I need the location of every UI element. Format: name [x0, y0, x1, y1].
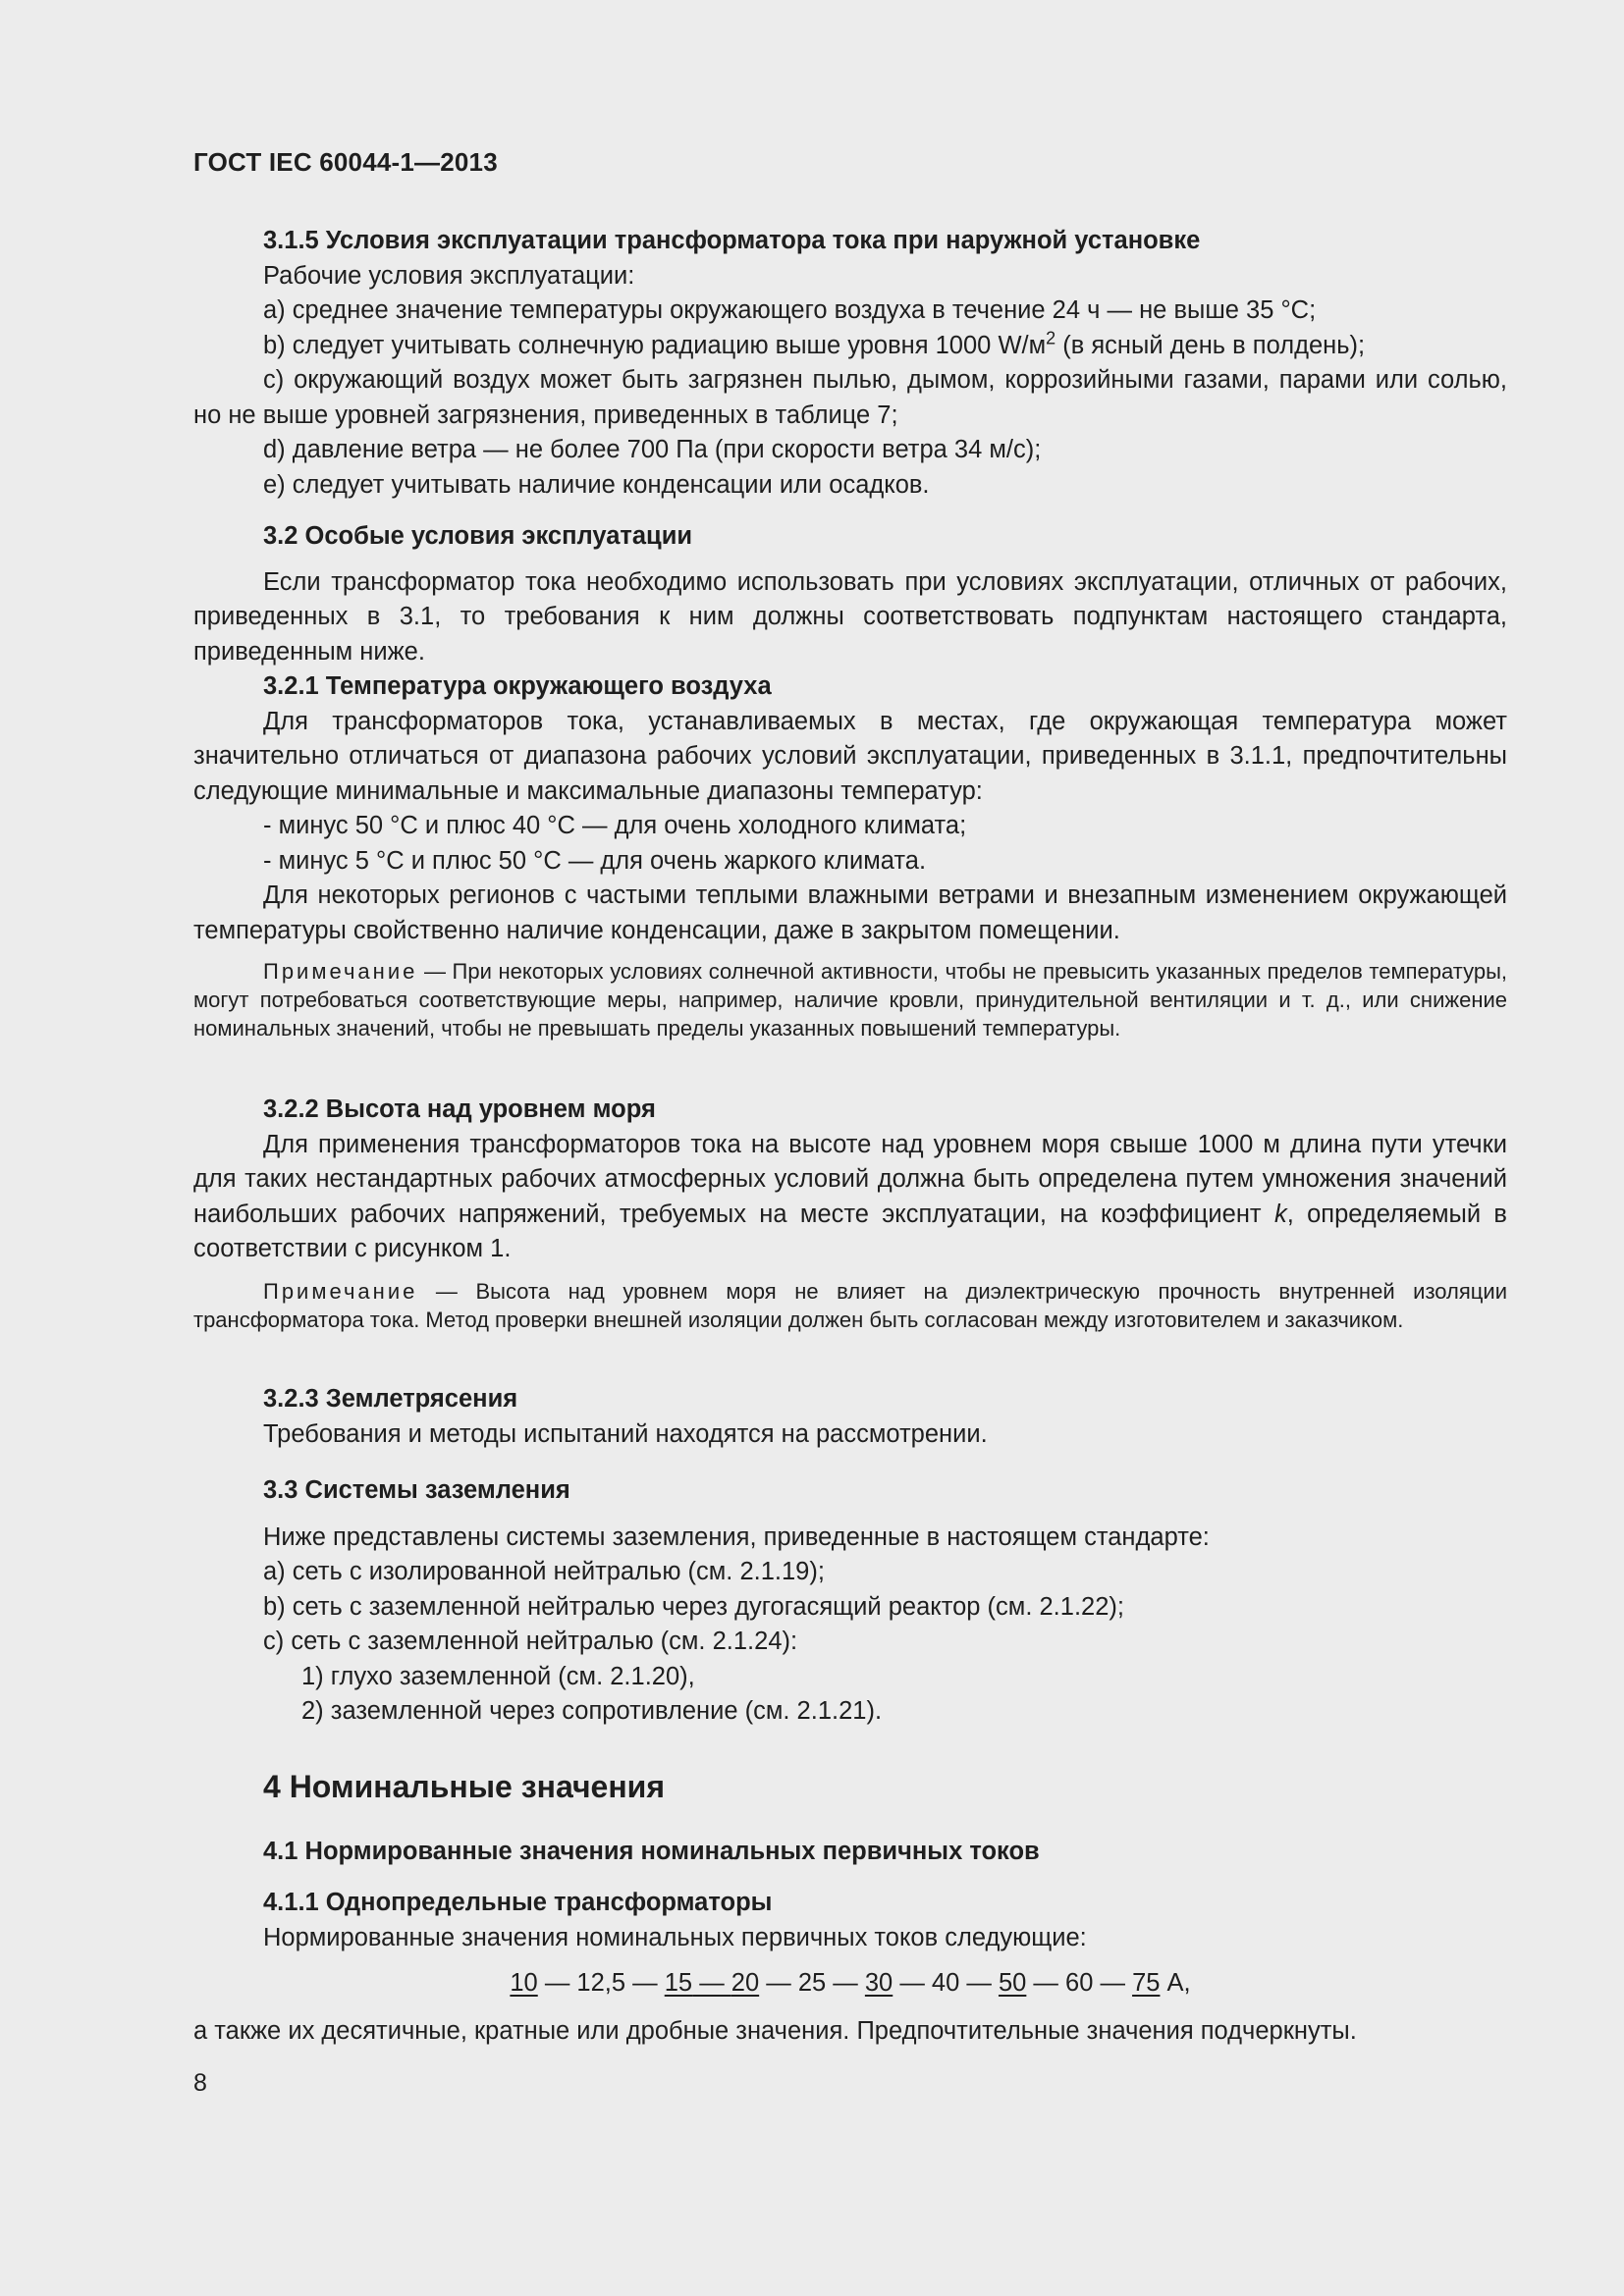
value: 12,5	[576, 1969, 626, 1997]
note	[193, 957, 1507, 1042]
heading-4: 4 Номинальные значения	[263, 1769, 666, 1804]
list-item	[193, 329, 1507, 364]
paragraph: Если трансформатор тока необходимо использовать при условиях эксплуатации, отличных от рабочих, приведенных в 3.1, то требования к ним должны соответствовать подпунктам настоящего стандарта, приведенным ниже.	[193, 567, 1507, 666]
paragraph: Требования и методы испытаний находятся на рассмотрении.	[263, 1419, 988, 1448]
paragraph: а также их десятичные, кратные или дробные значения. Предпочтительные значения подчеркнуты.	[193, 2016, 1357, 2045]
note-text: — При некоторых условиях солнечной активности, чтобы не превысить указанных пределов температуры, могут потребоваться соответствующие меры, например, наличие кровли, принудительной вентиляции и т. д., или снижение номинальных значений, чтобы не превышать пределы указанных повышений температуры.	[193, 959, 1507, 1041]
paragraph: Ниже представлены системы заземления, приведенные в настоящем стандарте:	[263, 1522, 1210, 1551]
rated-currents-formula	[193, 1966, 1507, 2002]
note	[193, 1277, 1507, 1334]
note-label: Примечание	[263, 959, 418, 984]
section-4	[193, 1767, 1507, 1806]
list-item: 1) глухо заземленной (см. 2.1.20),	[301, 1662, 695, 1690]
value: 60	[1065, 1969, 1094, 1997]
separator: —	[1093, 1969, 1133, 1997]
value-preferred: 50	[998, 1969, 1027, 1997]
heading-3-2-3: 3.2.3 Землетрясения	[263, 1385, 518, 1413]
section-4-1-1	[193, 1886, 1507, 2049]
value-preferred: 30	[864, 1969, 893, 1997]
list-item: a) среднее значение температуры окружающего воздуха в течение 24 ч — не выше 35 °С;	[263, 296, 1317, 324]
list-item: b) сеть с заземленной нейтралью через дугогасящий реактор (см. 2.1.22);	[263, 1592, 1124, 1621]
list-item: c) окружающий воздух может быть загрязнен пылью, дымом, коррозийными газами, парами или солью, но не выше уровней загрязнения, приведенных в таблице 7;	[193, 366, 1507, 429]
separator: —	[959, 1969, 999, 1997]
separator: —	[625, 1969, 665, 1997]
section-3-2-2	[193, 1093, 1507, 1334]
section-4-1	[193, 1835, 1507, 1870]
heading-3-3: 3.3 Системы заземления	[263, 1476, 570, 1504]
section-3-2	[193, 519, 1507, 1042]
separator: —	[759, 1969, 798, 1997]
separator: —	[826, 1969, 865, 1997]
list-item: d) давление ветра — не более 700 Па (при скорости ветра 34 м/с);	[263, 436, 1042, 463]
page-number: 8	[193, 2069, 207, 2097]
heading-4-1: 4.1 Нормированные значения номинальных первичных токов	[263, 1838, 1040, 1865]
unit: А,	[1160, 1969, 1191, 1997]
paragraph	[193, 1128, 1507, 1267]
value-preferred: 10	[510, 1969, 538, 1997]
list-item: - минус 50 °С и плюс 40 °С — для очень холодного климата;	[263, 812, 967, 839]
paragraph: Рабочие условия эксплуатации:	[263, 261, 635, 290]
list-item: - минус 5 °С и плюс 50 °С — для очень жаркого климата.	[263, 846, 927, 875]
list-item: c) сеть с заземленной нейтралью (см. 2.1.24):	[263, 1628, 798, 1655]
note-text: — Высота над уровнем моря не влияет на диэлектрическую прочность внутренней изоляции трансформатора тока. Метод проверки внешней изоляции должен быть согласован между изготовителем и заказчиком.	[193, 1278, 1507, 1332]
note-label: Примечание	[263, 1278, 418, 1304]
value-preferred: 20	[731, 1969, 760, 1997]
paragraph-text: Для применения трансформаторов тока на высоте над уровнем моря свыше 1000 м длина пути утечки для таких нестандартных рабочих атмосферных условий должна быть определена путем умножения значений наибольших рабочих напряжений, требуемых на месте эксплуатации, на коэффициент	[193, 1130, 1507, 1228]
section-3-1-5	[193, 224, 1507, 503]
list-item-text: b) следует учитывать солнечную радиацию выше уровня 1000 W/м	[263, 331, 1047, 359]
value-preferred: 75	[1132, 1969, 1161, 1997]
paragraph: Нормированные значения номинальных первичных токов следующие:	[263, 1923, 1087, 1951]
value-preferred: 15	[664, 1969, 693, 1997]
heading-3-2-1: 3.2.1 Температура окружающего воздуха	[263, 672, 772, 700]
list-item: 2) заземленной через сопротивление (см. 2.1.21).	[301, 1697, 883, 1725]
document-header: ГОСТ IEC 60044-1—2013	[193, 147, 498, 177]
paragraph-text: , определяемый в соответствии с рисунком 1.	[193, 1200, 1507, 1262]
value: 40	[931, 1969, 960, 1997]
paragraph: Для некоторых регионов с частыми теплыми влажными ветрами и внезапным изменением окружающей температуры свойственно наличие конденсации, даже в закрытом помещении.	[193, 881, 1507, 944]
symbol-k: k	[1273, 1200, 1287, 1228]
value-preferred-group	[665, 1969, 759, 1997]
superscript: 2	[1046, 328, 1056, 347]
heading-3-2-2: 3.2.2 Высота над уровнем моря	[263, 1095, 656, 1123]
value: 25	[797, 1969, 827, 1997]
list-item-text: (в ясный день в полдень);	[1056, 331, 1366, 359]
section-3-3	[193, 1473, 1507, 1730]
separator: —	[893, 1969, 932, 1997]
separator: —	[692, 1969, 731, 1997]
heading-3-2: 3.2 Особые условия эксплуатации	[263, 522, 693, 550]
list-item: a) сеть с изолированной нейтралью (см. 2.1.19);	[263, 1558, 825, 1585]
heading-4-1-1: 4.1.1 Однопредельные трансформаторы	[263, 1889, 773, 1916]
heading-3-1-5: 3.1.5 Условия эксплуатации трансформатора тока при наружной установке	[263, 227, 1201, 254]
list-item: e) следует учитывать наличие конденсации или осадков.	[263, 470, 930, 499]
separator: —	[1026, 1969, 1066, 1997]
paragraph: Для трансформаторов тока, устанавливаемых в местах, где окружающая температура может значительно отличаться от диапазона рабочих условий эксплуатации, приведенных в 3.1.1, предпочтительны следующие минимальные и максимальные диапазоны температур:	[193, 707, 1507, 805]
section-3-2-3	[193, 1382, 1507, 1452]
separator: —	[537, 1969, 577, 1997]
